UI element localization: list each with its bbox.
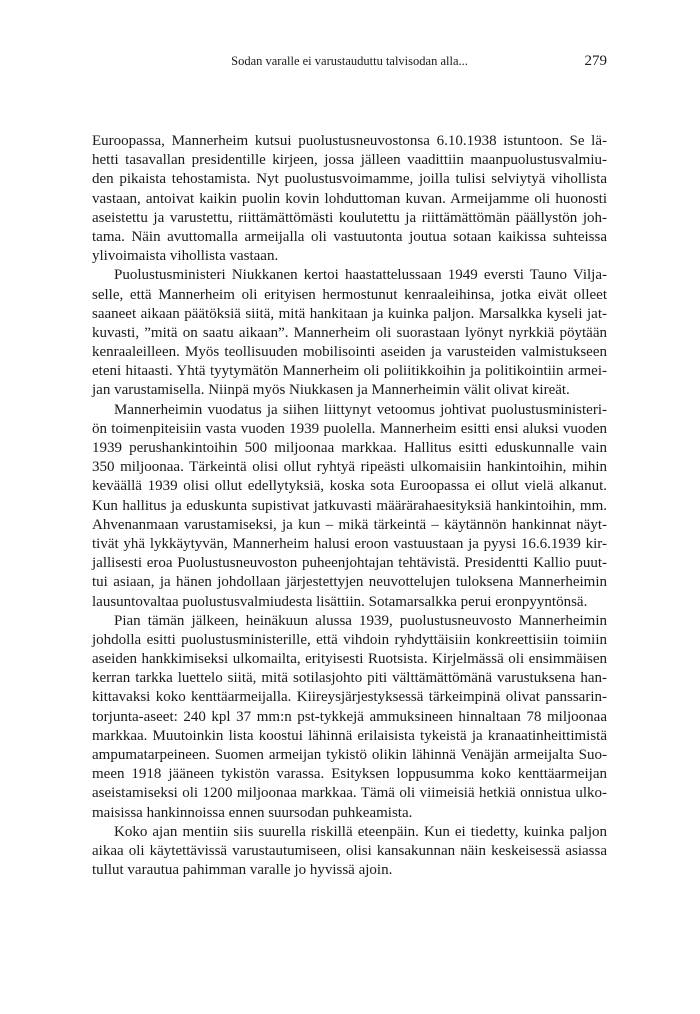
paragraph — [92, 612, 607, 823]
text-line: den pikaista tehostamista. Nyt puolustusvoimamme, joilla tulisi selviytyä vihollista — [92, 171, 607, 188]
running-head — [92, 51, 607, 71]
text-line: meen 1918 jääneen tykistön varassa. Esityksen loppusumma koko kenttäarmeijan — [92, 766, 607, 783]
text-line: kenraaleilleen. Myös teollisuuden mobilisointi aseiden ja varusteiden valmistukseen — [92, 344, 607, 361]
text-line: johdolla esitti puolustusministerille, että vihdoin ryhdyttäisiin konkreettisiin toimiin — [92, 631, 607, 648]
text-line: ön toimenpiteisiin vasta vuoden 1939 puolella. Mannerheim esitti ensi aluksi vuoden — [92, 420, 607, 437]
text-line: aseistettu ja varustettu, riittämättömästi koulutettu ja riittämättömän päällystön joh- — [92, 209, 607, 226]
text-line: Kun hallitus ja eduskunta supistivat jatkuvasti määrärahaesityksiä hankintoihin, mm. — [92, 497, 607, 514]
text-line: tivät yhä lykkäytyvän, Mannerheim halusi eroon vastuustaan ja pyysi 16.6.1939 kir- — [92, 535, 607, 552]
text-line: Mannerheimin vuodatus ja siihen liittynyt vetoomus johtivat puolustusministeri- — [114, 401, 607, 418]
text-line: torjunta-aseet: 240 kpl 37 mm:n pst-tykkejä ammuksineen hinnaltaan 78 miljoonaa — [92, 708, 607, 725]
text-line: ampumatarpeineen. Suomen armeijan tykistö olikin lähinnä Venäjän armeijalta Suo- — [92, 747, 607, 763]
text-line: Ahvenanmaan varustamiseksi, ja kun – mikä tärkeintä – käytännön hankinnat näyt- — [92, 516, 607, 533]
text-line: maisissa hankinnoissa ennen suursodan puhkeamista. — [92, 804, 413, 821]
text-line: kerran tarkka luettelo siitä, mitä sotilasjohto piti välttämättömänä varustuksena han- — [92, 670, 607, 687]
text-line: lausuntovaltaa puolustusvalmiudesta lisättiin. Sotamarsalkka perui eronpyyntönsä. — [92, 593, 588, 610]
text-line: aseiden hankkimiseksi ulkomailta, erityisesti Ruotsista. Kirjelmässä oli ensimmäisen — [92, 651, 607, 668]
text-line: aikaa oli käytettävissä varustautumiseen, olisi kansakunnan näin keskeisessä asiassa — [92, 842, 607, 859]
text-line: kuvasti, ”mitä on saatu aikaan”. Mannerheim oli suorastaan lyönyt nyrkkiä pöytään — [92, 324, 607, 341]
text-line: tullut varautua pahimman varalle jo hyvissä ajoin. — [92, 862, 393, 879]
text-line: vastaan, antoivat kaikin puolin kovin lohduttoman kuvan. Armeijamme oli huonosti — [92, 190, 607, 207]
text-line: eteni hitaasti. Yhtä tyytymätön Mannerheim oli poliitikkoihin ja politikointiin armei- — [92, 363, 607, 380]
text-line: jan varustamisella. Niinpä myös Niukkasen ja Mannerheimin välit olivat kireät. — [92, 382, 570, 399]
text-line: markkaa. Muutoinkin lista koostui lähinnä erilaisista tykeistä ja kranaatinheittimistä — [92, 727, 607, 744]
text-line: jallisesti eroa Puolustusneuvoston puheenjohtajan tehtävistä. Presidentti Kallio puut- — [92, 555, 607, 572]
text-line: 350 miljoonaa. Tärkeintä olisi ollut ryhtyä ripeästi ulkomaisiin hankintoihin, mihin — [92, 459, 607, 476]
page-number: 279 — [584, 53, 607, 69]
text-line: tama. Näin avuttomalla armeijalla oli vastuutonta joutua sotaan kaikissa suhteissa — [92, 228, 607, 245]
running-title: Sodan varalle ei varustauduttu talvisodan alla... — [231, 54, 468, 68]
text-line: Puolustusministeri Niukkanen kertoi haastattelussaan 1949 eversti Tauno Vilja- — [114, 267, 607, 284]
text-line: kittavaksi koko kenttäarmeijalla. Kiireysjärjestyksessä tärkeimpinä olivat panssarin- — [92, 689, 607, 706]
paragraph — [92, 266, 607, 400]
text-line: tui asiaan, ja hänen johdollaan järjestettyjen neuvottelujen tuloksena Mannerheimin — [92, 574, 607, 591]
paragraph — [92, 132, 607, 266]
text-line: Koko ajan mentiin siis suurella riskillä eteenpäin. Kun ei tiedetty, kuinka paljon — [114, 823, 607, 840]
text-line: 1939 perushankintoihin 500 miljoonaa markkaa. Hallitus esitti eduskunnalle vain — [92, 440, 607, 456]
body-text — [92, 132, 607, 880]
text-line: selle, että Mannerheim oli erityisen hermostunut kenraaleihinsa, jotka eivät olleet — [92, 286, 607, 303]
text-line: keväällä 1939 olisi ollut edellytyksiä, koska sota Euroopassa ei ollut vielä alkanut. — [92, 478, 607, 495]
text-line: Euroopassa, Mannerheim kutsui puolustusneuvostonsa 6.10.1938 istuntoon. Se lä- — [92, 133, 607, 149]
text-line: saaneet aikaan päätöksiä siitä, mitä hankitaan ja kuinka paljon. Marsalkka kyseli jat- — [92, 305, 607, 322]
text-line: ylivoimaista vihollista vastaan. — [92, 248, 279, 265]
text-line: hetti tasavallan presidentille kirjeen, jossa jälleen vaadittiin maanpuolustusvalmiu- — [92, 152, 607, 169]
text-line: Pian tämän jälkeen, heinäkuun alussa 1939, puolustusneuvosto Mannerheimin — [114, 612, 607, 629]
text-line: aseistamiseksi oli 1200 miljoonaa markkaa. Tämä oli viimeisiä hetkiä onnistua ulko- — [92, 785, 607, 802]
paragraph — [92, 401, 607, 612]
paragraph — [92, 823, 607, 881]
